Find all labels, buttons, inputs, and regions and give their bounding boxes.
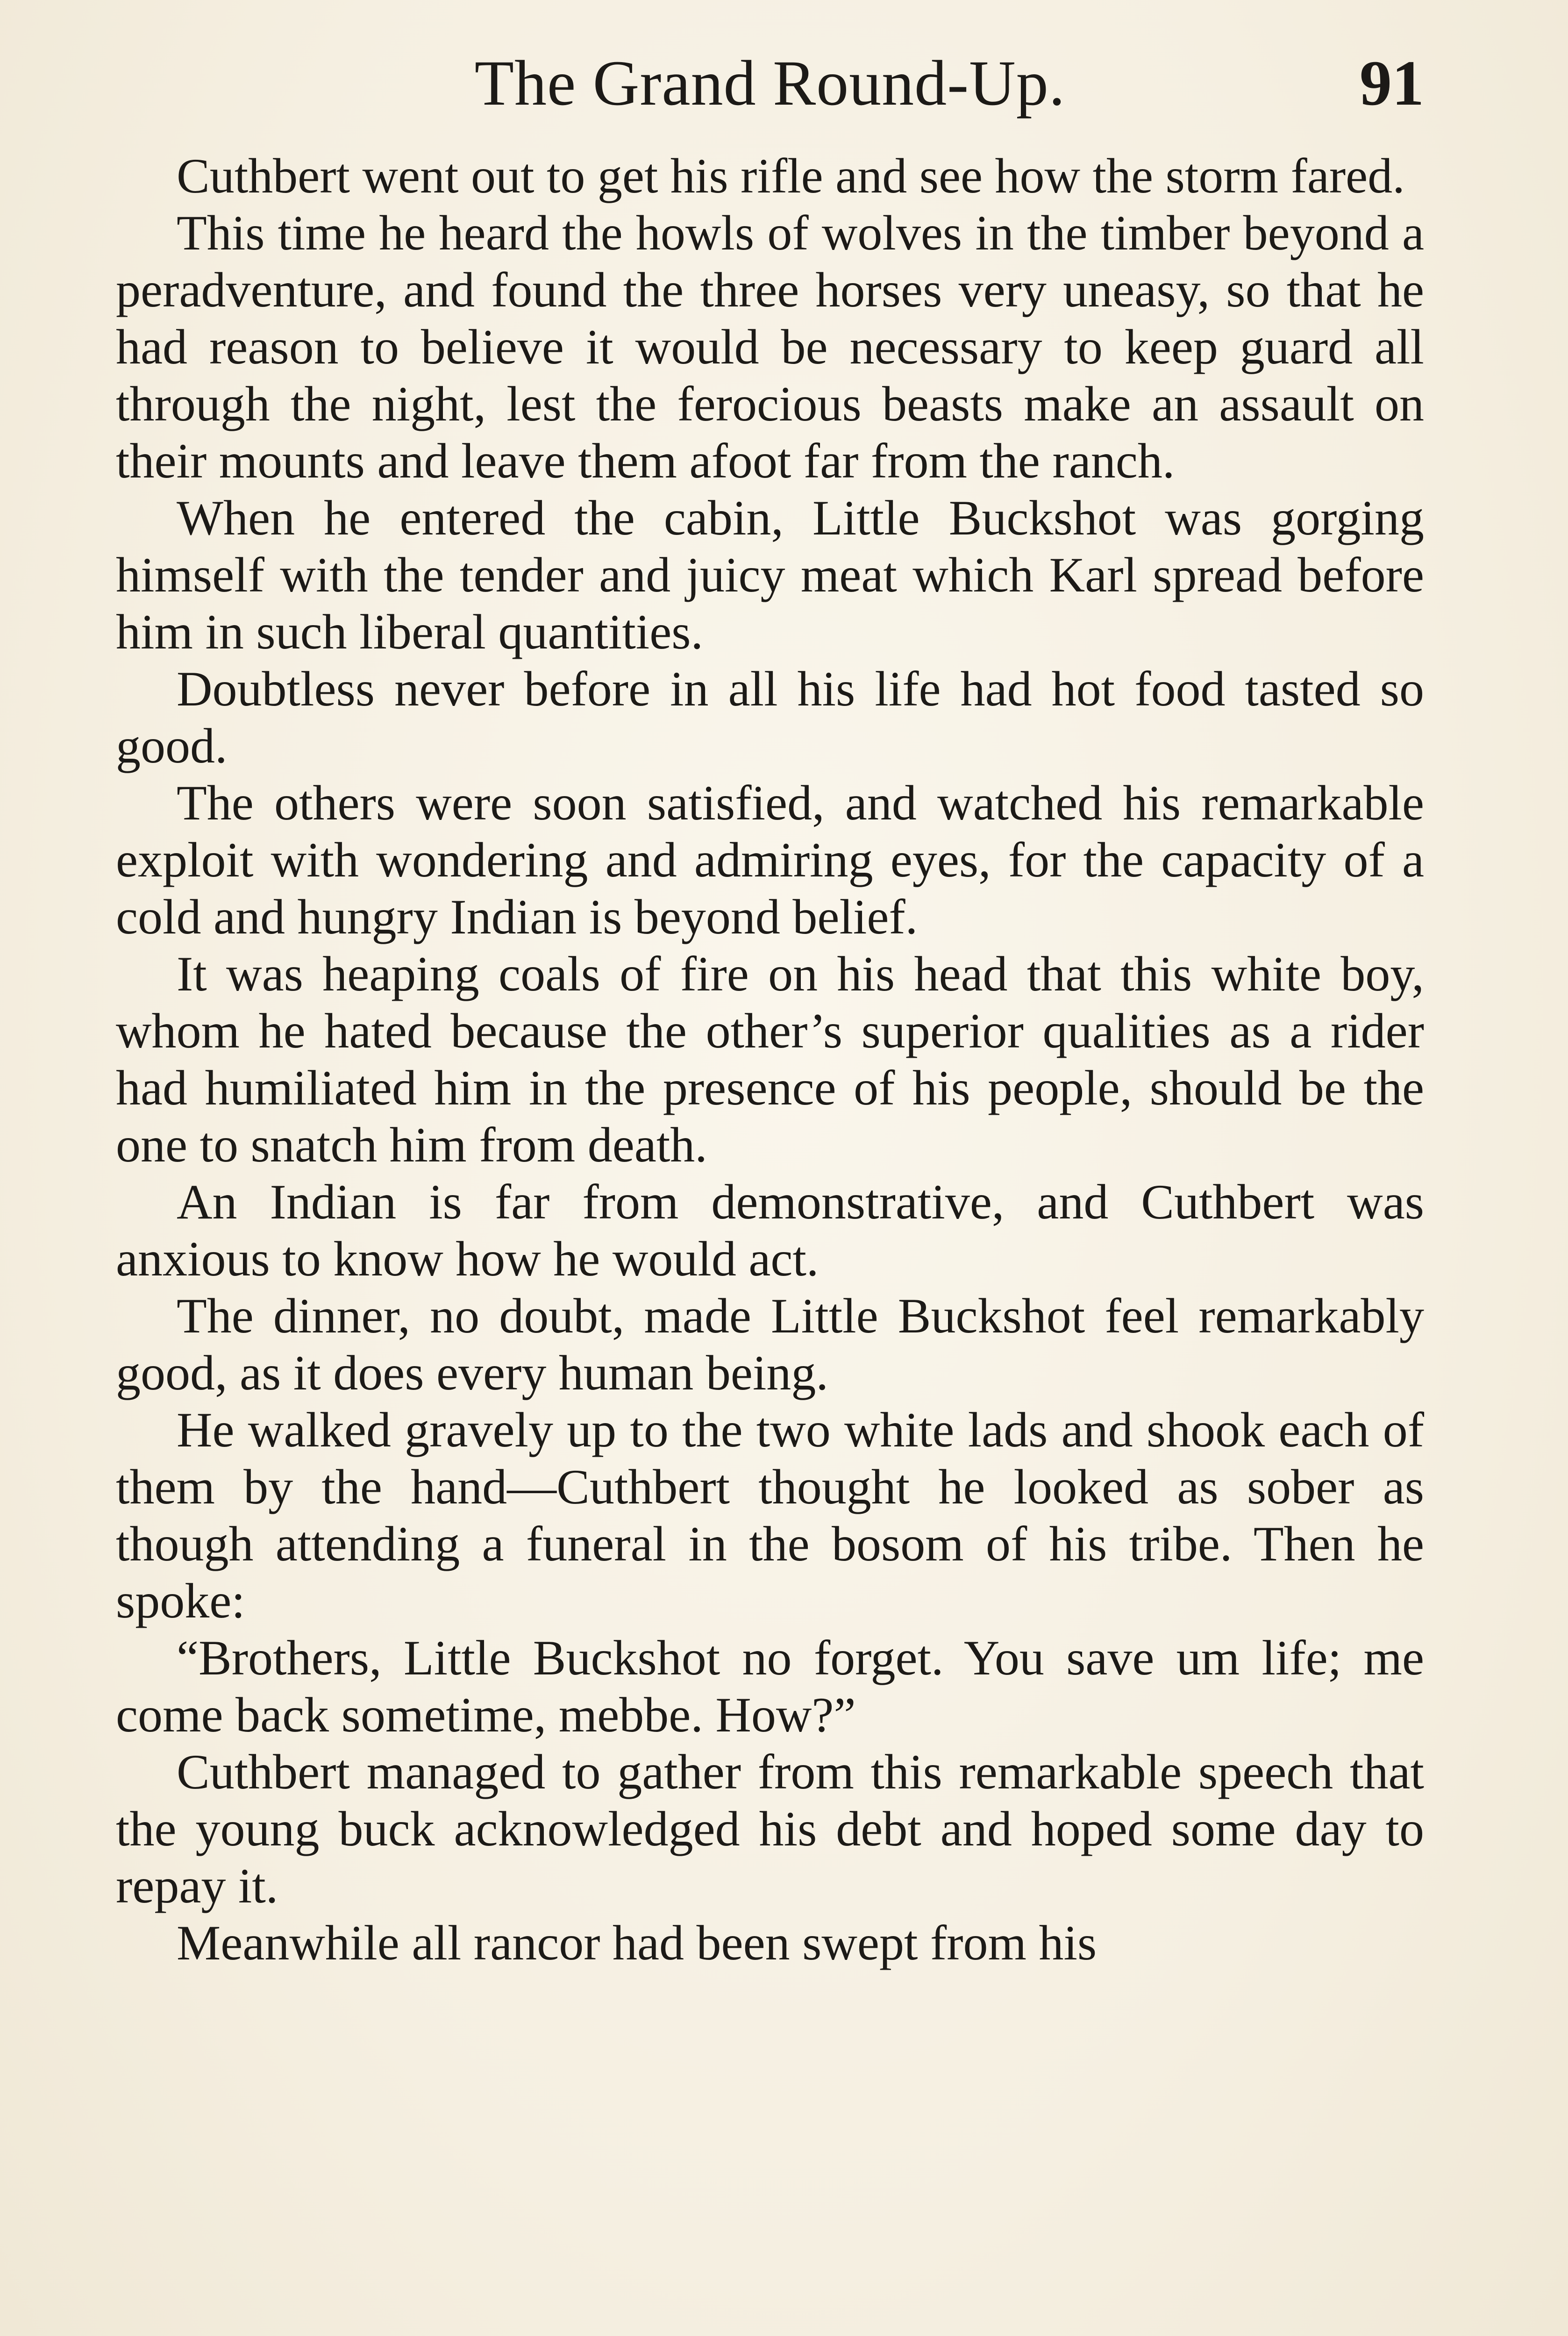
paragraph: Cuthbert managed to gather from this remarkable speech that the young buck acknowledged his debt and hoped some day to repay it. [116, 1745, 1424, 1913]
paragraph: It was heaping coals of fire on his head that this white boy, whom he hated because the other’s superior qualities as a rider had humiliated him in the presence of his people, should be the one to snatch him from death. [116, 947, 1424, 1172]
book-page [116, 41, 1424, 2336]
paragraph: This time he heard the howls of wolves in the timber beyond a peradventure, and found the three horses very uneasy, so that he had reason to believe it would be necessary to keep guard all through the night, lest the ferocious beasts make an assault on their mounts and leave them afoot far from the ranch. [116, 206, 1424, 488]
page-number: 91 [1360, 47, 1424, 119]
paragraph: Cuthbert went out to get his rifle and see how the storm fared. [177, 149, 1405, 203]
paragraph: An Indian is far from demonstrative, and Cuthbert was anxious to know how he would act. [116, 1175, 1424, 1286]
body-text [116, 148, 1424, 1972]
paragraph: Meanwhile all rancor had been swept from his [177, 1916, 1097, 1970]
paragraph: Doubtless never before in all his life had hot food tasted so good. [116, 662, 1424, 773]
running-title: The Grand Round-Up. [474, 47, 1066, 119]
paragraph: When he entered the cabin, Little Buckshot was gorging himself with the tender and juicy meat which Karl spread before him in such liberal quantities. [116, 491, 1424, 659]
paragraph: “Brothers, Little Buckshot no forget. You save um life; me come back sometime, mebbe. How?” [116, 1631, 1424, 1742]
paragraph: The dinner, no doubt, made Little Buckshot feel remarkably good, as it does every human being. [116, 1289, 1424, 1400]
paragraph: He walked gravely up to the two white lads and shook each of them by the hand—Cuthbert thought he looked as sober as though attending a funeral in the bosom of his tribe. Then he spoke: [116, 1403, 1424, 1628]
paragraph: The others were soon satisfied, and watched his remarkable exploit with wondering and admiring eyes, for the capacity of a cold and hungry Indian is beyond belief. [116, 776, 1424, 944]
running-head [116, 41, 1424, 135]
